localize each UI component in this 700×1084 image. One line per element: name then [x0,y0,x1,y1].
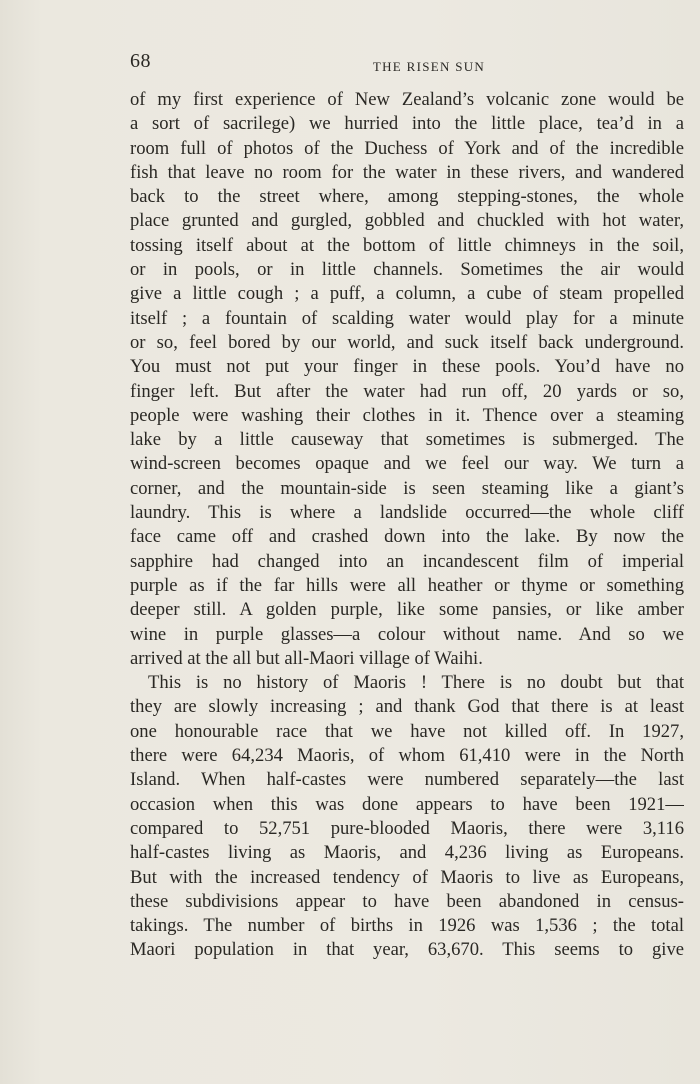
text-line: or in pools, or in little channels. Sometimes the air would [130,259,684,281]
text-line: lake by a little causeway that sometimes is submerged. The [130,429,684,451]
text-line: wind-screen becomes opaque and we feel our way. We turn a [130,453,684,475]
text-line: or so, feel bored by our world, and suck itself back underground. [130,331,684,353]
text-line: But with the increased tendency of Maoris to live as Europeans, [130,866,684,888]
text-line: of my first experience of New Zealand’s volcanic zone would be [130,89,684,110]
text-line: Maori population in that year, 63,670. This seems to give [130,939,684,961]
text-line: finger left. But after the water had run off, 20 yards or so, [130,380,684,402]
text-line: deeper still. A golden purple, like some pansies, or like amber [130,599,684,621]
text-line: give a little cough ; a puff, a column, a cube of steam propelled [130,283,684,305]
text-line: compared to 52,751 pure-blooded Maoris, there were 3,116 [130,817,684,839]
text-line: these subdivisions appear to have been abandoned in census- [130,890,684,912]
text-line: laundry. This is where a landslide occurred—the whole cliff [130,502,684,524]
text-line: face came off and crashed down into the lake. By now the [130,526,684,548]
text-line: arrived at the all but all-Maori village of Waihi. [130,647,483,669]
text-line: fish that leave no room for the water in these rivers, and wandered [130,161,684,183]
text-line: purple as if the far hills were all heather or thyme or something [130,574,684,596]
text-line: one honourable race that we have not killed off. In 1927, [130,720,684,742]
text-line: occasion when this was done appears to have been 1921— [130,793,684,815]
text-line: back to the street where, among stepping-stones, the whole [130,186,684,208]
text-line: people were washing their clothes in it. Thence over a steaming [130,404,684,426]
text-line: sapphire had changed into an incandescent film of imperial [130,550,684,572]
text-line: room full of photos of the Duchess of York and of the incredible [130,137,684,159]
text-line: half-castes living as Maoris, and 4,236 living as Europeans. [130,842,684,864]
text-line: takings. The number of births in 1926 was 1,536 ; the total [130,915,684,937]
page-number: 68 [130,50,151,72]
text-line: Island. When half-castes were numbered separately—the last [130,769,684,791]
text-line: they are slowly increasing ; and thank God that there is at least [130,696,684,718]
text-line: there were 64,234 Maoris, of whom 61,410 were in the North [130,745,684,767]
text-line: You must not put your finger in these pools. You’d have no [130,356,684,378]
text-line: a sort of sacrilege) we hurried into the little place, tea’d in a [130,113,684,135]
running-head [130,50,686,80]
text-line: itself ; a fountain of scalding water would play for a minute [130,307,684,329]
body-text [130,88,684,963]
text-line: wine in purple glasses—a colour without name. And so we [130,623,684,645]
running-title: THE RISEN SUN [372,59,486,74]
text-line: This is no history of Maoris ! There is no doubt but that [148,672,684,694]
text-line: corner, and the mountain-side is seen steaming like a giant’s [130,477,684,499]
text-line: tossing itself about at the bottom of little chimneys in the soil, [130,234,684,256]
text-line: place grunted and gurgled, gobbled and chuckled with hot water, [130,210,684,232]
